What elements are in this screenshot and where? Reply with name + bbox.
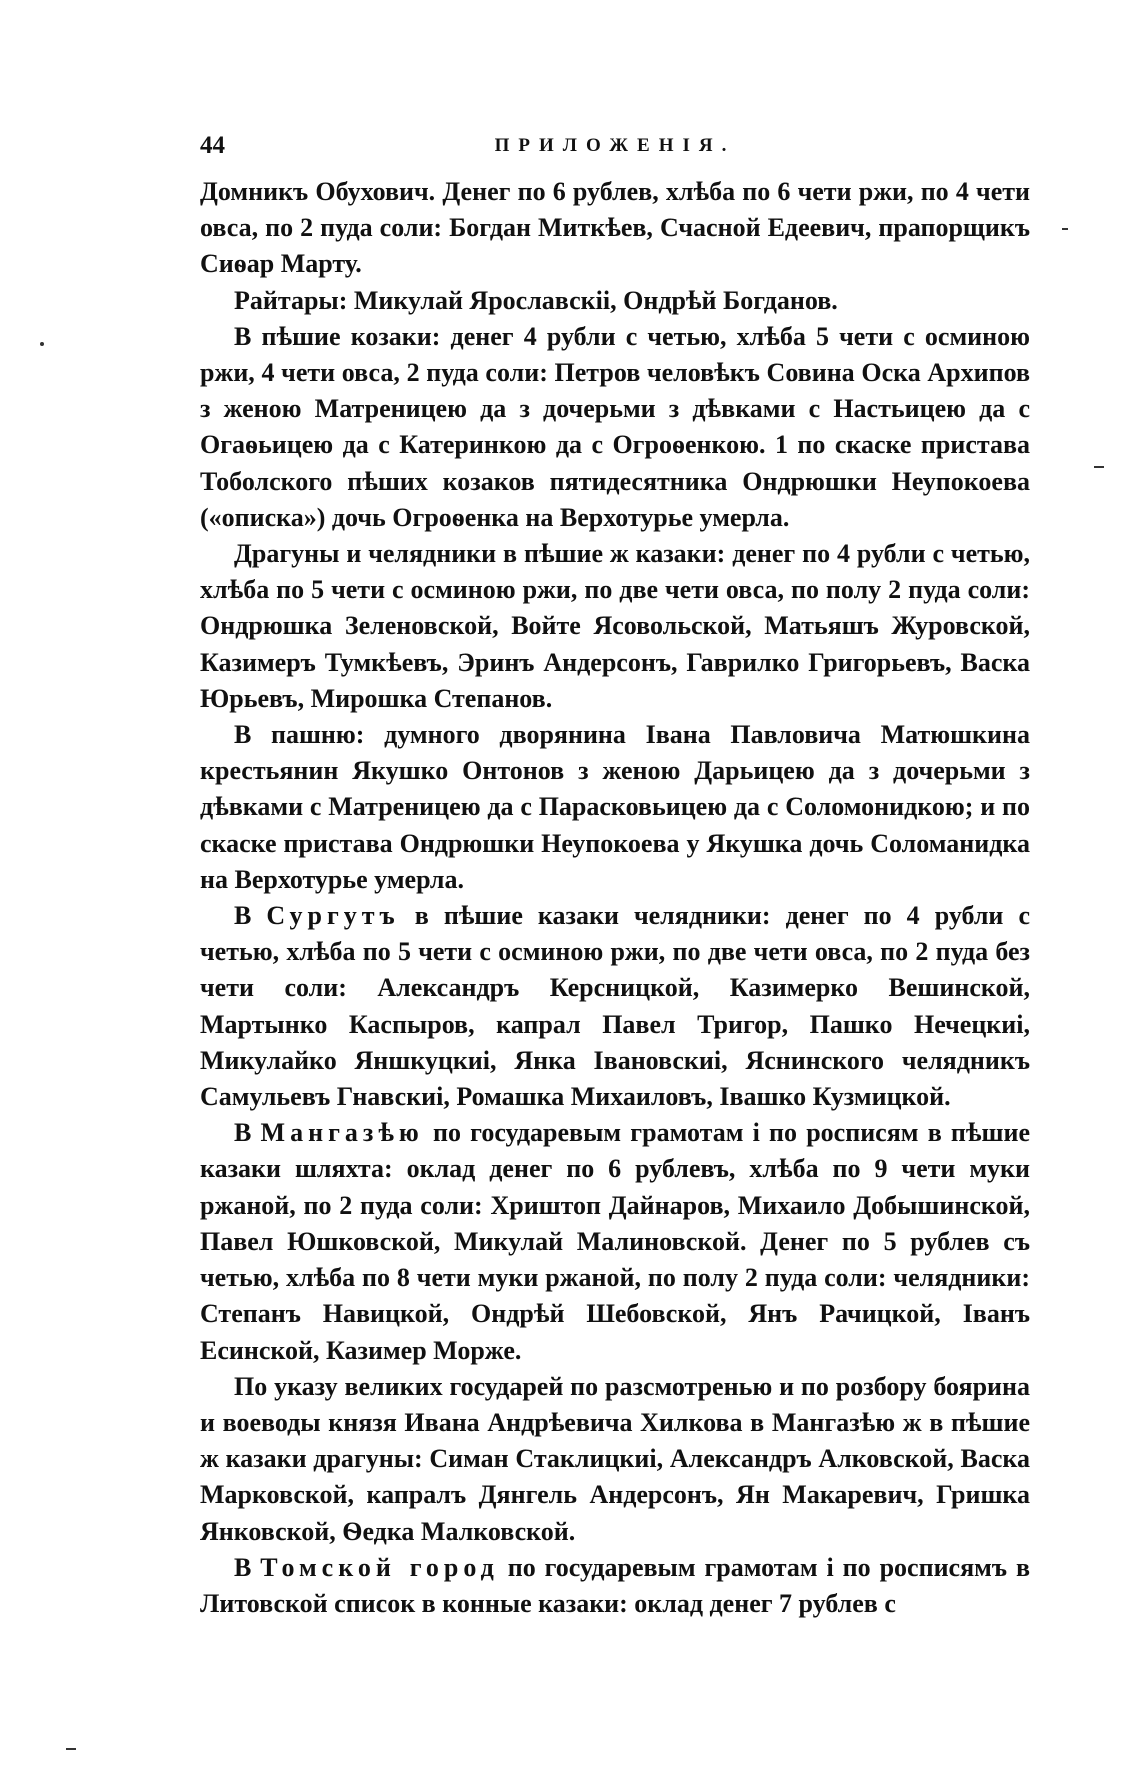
page <box>200 126 1030 1622</box>
paragraph-lead: В <box>234 1118 261 1148</box>
paragraph-lead: В <box>234 1552 261 1582</box>
paragraph <box>200 536 1030 717</box>
page-number: 44 <box>200 132 225 159</box>
scan-speck <box>1094 466 1104 468</box>
place-name: Сургутъ <box>266 901 400 931</box>
paragraph <box>200 174 1030 283</box>
paragraph-text: В пѣшие козаки: денег 4 рубли с четью, хлѣба 5 чети с осминою ржи, 4 чети овса, 2 пуда соли: Петров человѣкъ Совина Оска Архипов з женою Матреницею да з дочерьми з дѣвками с Настьицею да с Огаѳьицею да с Катеринкою да с Огроѳенкою. 1 по скаске пристава Тоболского пѣших козаков пятидесятника Ондрюшки Неупокоева («описка») дочь Огроѳенка на Верхотурье умерла. <box>200 321 1030 532</box>
paragraph <box>200 319 1030 536</box>
paragraph-lead: В <box>234 901 267 931</box>
paragraph-text: Райтары: Микулай Ярославскіі, Ондрѣй Богданов. <box>234 285 838 315</box>
paragraph <box>200 1115 1030 1368</box>
paragraph-text: Драгуны и челядники в пѣшие ж казаки: денег по 4 рубли с четью, хлѣба по 5 чети с осминою ржи, по две чети овса, по полу 2 пуда соли: Ондрюшка Зеленовской, Войте Ясовольской, Матьяшъ Журовской, Казимеръ Тумкѣевъ, Эринъ Андерсонъ, Гаврилко Григорьевъ, Васка Юрьевъ, Мирошка Степанов. <box>200 539 1030 713</box>
paragraph-text: По указу великих государей по разсмотренью и по розбору боярина и воеводы князя Ивана Андрѣевича Хилкова в Мангазѣю ж в пѣшие ж казаки драгуны: Симан Стаклицкиі, Александръ Алковской, Васка Марковской, капралъ Дянгель Андерсонъ, Ян Макаревич, Гришка Янковской, Ѳедка Малковской. <box>200 1371 1030 1546</box>
paragraph-text: в пѣшие казаки челядники: денег по 4 рубли с четью, хлѣба по 5 чети с осминою ржи, по две чети овса, по 2 пуда без чети соли: Александръ Керсницкой, Казимерко Вешинской, Мартынко Каспыров, капрал Павел Тригор, Пашко Нечецкиі, Микулайко Яншкуцкиі, Янка Івановскиі, Яснинского челядникъ Самульевъ Гнавскиі, Ромашка Михаиловъ, Івашко Кузмицкой. <box>200 901 1030 1112</box>
scan-speck <box>1062 228 1068 230</box>
place-name: Мангазѣю <box>260 1118 424 1148</box>
paragraph-text: В пашню: думного дворянина Івана Павловича Матюшкина крестьянин Якушко Онтонов з женою Дарьицею да з дочерьми з дѣвками с Матреницею да с Парасковьицею да с Соломонидкою; и по скаске пристава Ондрюшки Неупокоева у Якушка дочь Соломанидка на Верхотурье умерла. <box>200 720 1030 894</box>
paragraph <box>200 898 1030 1115</box>
scan-speck <box>66 1748 76 1750</box>
body-text <box>200 174 1030 1622</box>
paragraph <box>200 1550 1030 1622</box>
paragraph <box>200 1369 1030 1550</box>
place-name: Томской город <box>260 1552 499 1582</box>
paragraph <box>200 717 1030 898</box>
paragraph-text: Домникъ Обухович. Денег по 6 рублев, хлѣба по 6 чети ржи, по 4 чети овса, по 2 пуда соли: Богдан Миткѣев, Счасной Едеевич, прапорщикъ Сиѳар Марту. <box>200 177 1030 279</box>
scan-speck <box>40 342 44 346</box>
paragraph-text: по государевым грамотам і по росписямъ в Литовской список в конные казаки: оклад денег 7 рублев с <box>200 1552 1030 1618</box>
paragraph <box>200 283 1030 319</box>
running-head <box>200 126 1030 166</box>
paragraph-text: по государевым грамотам і по росписям в пѣшие казаки шляхта: оклад денег по 6 рублевъ, хлѣба по 9 чети муки ржаной, по 2 пуда соли: Хриштоп Дайнаров, Михаило Добышинской, Павел Юшковской, Микулай Малиновской. Денег по 5 рублев съ четью, хлѣба по 8 чети муки ржаной, по полу 2 пуда соли: челядники: Степанъ Навицкой, Ондрѣй Шебовской, Янъ Рачицкой, Іванъ Есинской, Казимер Морже. <box>200 1118 1030 1365</box>
header-title: ПРИЛОЖЕНІЯ. <box>494 135 736 156</box>
